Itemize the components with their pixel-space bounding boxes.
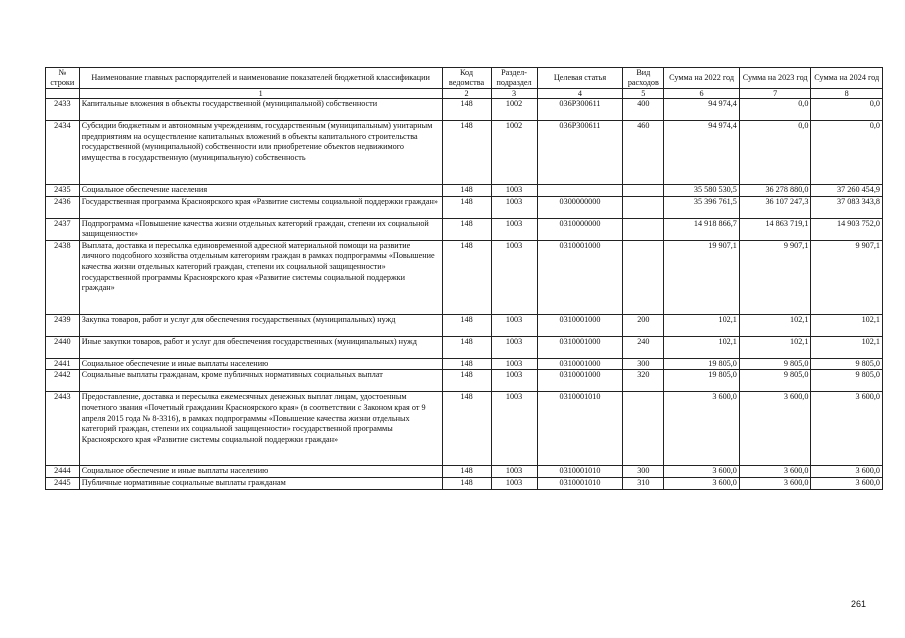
- cell-department-code: 148: [442, 185, 491, 197]
- cell-department-code: 148: [442, 99, 491, 121]
- cell-department-code: 148: [442, 314, 491, 336]
- cell-row-name: Социальные выплаты гражданам, кроме публичных нормативных социальных выплат: [79, 370, 442, 392]
- cell-sum-2022: 3 600,0: [664, 392, 740, 466]
- table-row: [46, 121, 883, 185]
- cell-target-article: 0310001000: [537, 314, 623, 336]
- cell-row-name: Социальное обеспечение населения: [79, 185, 442, 197]
- cell-target-article: 036P300611: [537, 99, 623, 121]
- cell-section-code: 1003: [491, 477, 537, 489]
- cell-sum-2024: 9 907,1: [811, 240, 883, 314]
- cell-target-article: [537, 185, 623, 197]
- cell-expense-type: [623, 392, 664, 466]
- cell-row-number: 2438: [46, 240, 80, 314]
- cell-expense-type: 310: [623, 477, 664, 489]
- cell-sum-2024: 3 600,0: [811, 466, 883, 478]
- table-row: [46, 185, 883, 197]
- table-row: [46, 196, 883, 218]
- cell-sum-2022: 3 600,0: [664, 477, 740, 489]
- cell-row-number: 2440: [46, 336, 80, 358]
- cell-row-name: Капитальные вложения в объекты государственной (муниципальной) собственности: [79, 99, 442, 121]
- cell-row-number: 2436: [46, 196, 80, 218]
- cell-row-name: Предоставление, доставка и пересылка ежемесячных денежных выплат лицам, удостоенным почетного звания «Почетный гражданин Красноярского края» (в соответствии с Законом края от 9 апреля 2015 года № 8-3316), в рамках подпрограммы «Повышение качества жизни отдельных категорий граждан, степени их социальной защищенности» государственной программы Красноярского края «Развитие системы социальной поддержки граждан»: [79, 392, 442, 466]
- cell-sum-2024: 3 600,0: [811, 477, 883, 489]
- header-name: Наименование главных распорядителей и наименование показателей бюджетной классификации: [79, 68, 442, 89]
- column-number: 3: [491, 89, 537, 99]
- cell-row-name: Подпрограмма «Повышение качества жизни отдельных категорий граждан, степени их социальной защищенности»: [79, 218, 442, 240]
- cell-sum-2022: 94 974,4: [664, 121, 740, 185]
- cell-sum-2024: 9 805,0: [811, 358, 883, 370]
- cell-row-name: Субсидии бюджетным и автономным учреждениям, государственным (муниципальным) унитарным предприятиям на осуществление капитальных вложений в объекты капитального строительства государственной (муниципальной) собственности или приобретение объектов недвижимого имущества в государственную (муниципальную) собственность: [79, 121, 442, 185]
- cell-expense-type: 300: [623, 358, 664, 370]
- cell-sum-2024: 102,1: [811, 336, 883, 358]
- cell-row-name: Закупка товаров, работ и услуг для обеспечения государственных (муниципальных) нужд: [79, 314, 442, 336]
- cell-sum-2023: 102,1: [739, 336, 811, 358]
- cell-row-number: 2442: [46, 370, 80, 392]
- budget-table: [45, 67, 883, 490]
- header-sum-2023: Сумма на 2023 год: [739, 68, 811, 89]
- cell-sum-2024: 14 903 752,0: [811, 218, 883, 240]
- cell-sum-2022: 19 907,1: [664, 240, 740, 314]
- cell-sum-2024: 3 600,0: [811, 392, 883, 466]
- cell-section-code: 1003: [491, 240, 537, 314]
- column-number-row: [46, 89, 883, 99]
- cell-row-name: Публичные нормативные социальные выплаты гражданам: [79, 477, 442, 489]
- cell-sum-2024: 37 260 454,9: [811, 185, 883, 197]
- cell-expense-type: 300: [623, 466, 664, 478]
- cell-target-article: 0300000000: [537, 196, 623, 218]
- header-row-number: № строки: [46, 68, 80, 89]
- cell-section-code: 1002: [491, 99, 537, 121]
- column-number: 8: [811, 89, 883, 99]
- cell-section-code: 1003: [491, 370, 537, 392]
- cell-sum-2023: 36 107 247,3: [739, 196, 811, 218]
- cell-expense-type: 460: [623, 121, 664, 185]
- cell-expense-type: 400: [623, 99, 664, 121]
- cell-sum-2023: 0,0: [739, 121, 811, 185]
- table-row: [46, 240, 883, 314]
- table-row: [46, 477, 883, 489]
- cell-section-code: 1003: [491, 392, 537, 466]
- cell-sum-2022: 19 805,0: [664, 370, 740, 392]
- cell-sum-2023: 14 863 719,1: [739, 218, 811, 240]
- table-header-row: [46, 68, 883, 89]
- column-number: [46, 89, 80, 99]
- cell-target-article: 0310001010: [537, 392, 623, 466]
- cell-target-article: 0310001000: [537, 358, 623, 370]
- cell-target-article: 0310001000: [537, 240, 623, 314]
- header-sum-2024: Сумма на 2024 год: [811, 68, 883, 89]
- cell-section-code: 1003: [491, 358, 537, 370]
- column-number: 7: [739, 89, 811, 99]
- cell-sum-2024: 0,0: [811, 99, 883, 121]
- cell-department-code: 148: [442, 121, 491, 185]
- cell-sum-2022: 94 974,4: [664, 99, 740, 121]
- cell-department-code: 148: [442, 240, 491, 314]
- cell-row-number: 2441: [46, 358, 80, 370]
- cell-sum-2024: 102,1: [811, 314, 883, 336]
- cell-row-number: 2443: [46, 392, 80, 466]
- cell-department-code: 148: [442, 370, 491, 392]
- header-department-code: Код ведомства: [442, 68, 491, 89]
- column-number: 4: [537, 89, 623, 99]
- cell-section-code: 1003: [491, 336, 537, 358]
- cell-expense-type: 320: [623, 370, 664, 392]
- cell-section-code: 1003: [491, 185, 537, 197]
- cell-sum-2024: 37 083 343,8: [811, 196, 883, 218]
- cell-expense-type: [623, 185, 664, 197]
- header-sum-2022: Сумма на 2022 год: [664, 68, 740, 89]
- table-row: [46, 99, 883, 121]
- column-number: 1: [79, 89, 442, 99]
- cell-sum-2022: 102,1: [664, 314, 740, 336]
- cell-row-number: 2437: [46, 218, 80, 240]
- cell-sum-2024: 0,0: [811, 121, 883, 185]
- cell-row-number: 2433: [46, 99, 80, 121]
- cell-row-name: Государственная программа Красноярского края «Развитие системы социальной поддержки граждан»: [79, 196, 442, 218]
- cell-expense-type: 200: [623, 314, 664, 336]
- cell-target-article: 0310001010: [537, 466, 623, 478]
- cell-section-code: 1003: [491, 196, 537, 218]
- table-row: [46, 358, 883, 370]
- header-section: Раздел-подраздел: [491, 68, 537, 89]
- cell-target-article: 0310000000: [537, 218, 623, 240]
- cell-section-code: 1003: [491, 218, 537, 240]
- table-row: [46, 218, 883, 240]
- cell-sum-2023: 9 805,0: [739, 370, 811, 392]
- cell-target-article: 036P300611: [537, 121, 623, 185]
- header-target-article: Целевая статья: [537, 68, 623, 89]
- cell-department-code: 148: [442, 392, 491, 466]
- cell-sum-2024: 9 805,0: [811, 370, 883, 392]
- cell-sum-2022: 3 600,0: [664, 466, 740, 478]
- cell-target-article: 0310001000: [537, 336, 623, 358]
- cell-row-number: 2439: [46, 314, 80, 336]
- cell-sum-2022: 102,1: [664, 336, 740, 358]
- cell-sum-2023: 102,1: [739, 314, 811, 336]
- cell-target-article: 0310001000: [537, 370, 623, 392]
- cell-sum-2023: 9 907,1: [739, 240, 811, 314]
- table-body: [46, 99, 883, 490]
- cell-sum-2023: 3 600,0: [739, 477, 811, 489]
- table-row: [46, 466, 883, 478]
- cell-expense-type: [623, 240, 664, 314]
- cell-section-code: 1002: [491, 121, 537, 185]
- column-number: 6: [664, 89, 740, 99]
- cell-department-code: 148: [442, 466, 491, 478]
- cell-sum-2022: 14 918 866,7: [664, 218, 740, 240]
- cell-sum-2023: 3 600,0: [739, 392, 811, 466]
- cell-target-article: 0310001010: [537, 477, 623, 489]
- cell-sum-2022: 19 805,0: [664, 358, 740, 370]
- cell-row-name: Социальное обеспечение и иные выплаты населению: [79, 466, 442, 478]
- cell-sum-2023: 9 805,0: [739, 358, 811, 370]
- cell-department-code: 148: [442, 358, 491, 370]
- cell-expense-type: 240: [623, 336, 664, 358]
- cell-row-name: Выплата, доставка и пересылка единовременной адресной материальной помощи на развитие личного подсобного хозяйства отдельным категориям граждан в рамках подпрограммы «Повышение качества жизни отдельных категорий граждан, степени их социальной защищенности» государственной программы Красноярского края «Развитие системы социальной поддержки граждан»: [79, 240, 442, 314]
- cell-row-number: 2444: [46, 466, 80, 478]
- page-number: 261: [850, 599, 866, 609]
- cell-row-name: Иные закупки товаров, работ и услуг для обеспечения государственных (муниципальных) нужд: [79, 336, 442, 358]
- cell-department-code: 148: [442, 336, 491, 358]
- cell-sum-2023: 0,0: [739, 99, 811, 121]
- cell-expense-type: [623, 218, 664, 240]
- cell-section-code: 1003: [491, 466, 537, 478]
- cell-sum-2023: 36 278 880,0: [739, 185, 811, 197]
- cell-row-name: Социальное обеспечение и иные выплаты населению: [79, 358, 442, 370]
- cell-department-code: 148: [442, 477, 491, 489]
- cell-department-code: 148: [442, 218, 491, 240]
- cell-row-number: 2435: [46, 185, 80, 197]
- table-row: [46, 392, 883, 466]
- header-expense-type: Вид расходов: [623, 68, 664, 89]
- table-row: [46, 336, 883, 358]
- cell-row-number: 2445: [46, 477, 80, 489]
- cell-section-code: 1003: [491, 314, 537, 336]
- cell-department-code: 148: [442, 196, 491, 218]
- column-number: 2: [442, 89, 491, 99]
- cell-sum-2022: 35 396 761,5: [664, 196, 740, 218]
- table-row: [46, 314, 883, 336]
- cell-sum-2023: 3 600,0: [739, 466, 811, 478]
- cell-row-number: 2434: [46, 121, 80, 185]
- table-row: [46, 370, 883, 392]
- cell-expense-type: [623, 196, 664, 218]
- cell-sum-2022: 35 580 530,5: [664, 185, 740, 197]
- column-number: 5: [623, 89, 664, 99]
